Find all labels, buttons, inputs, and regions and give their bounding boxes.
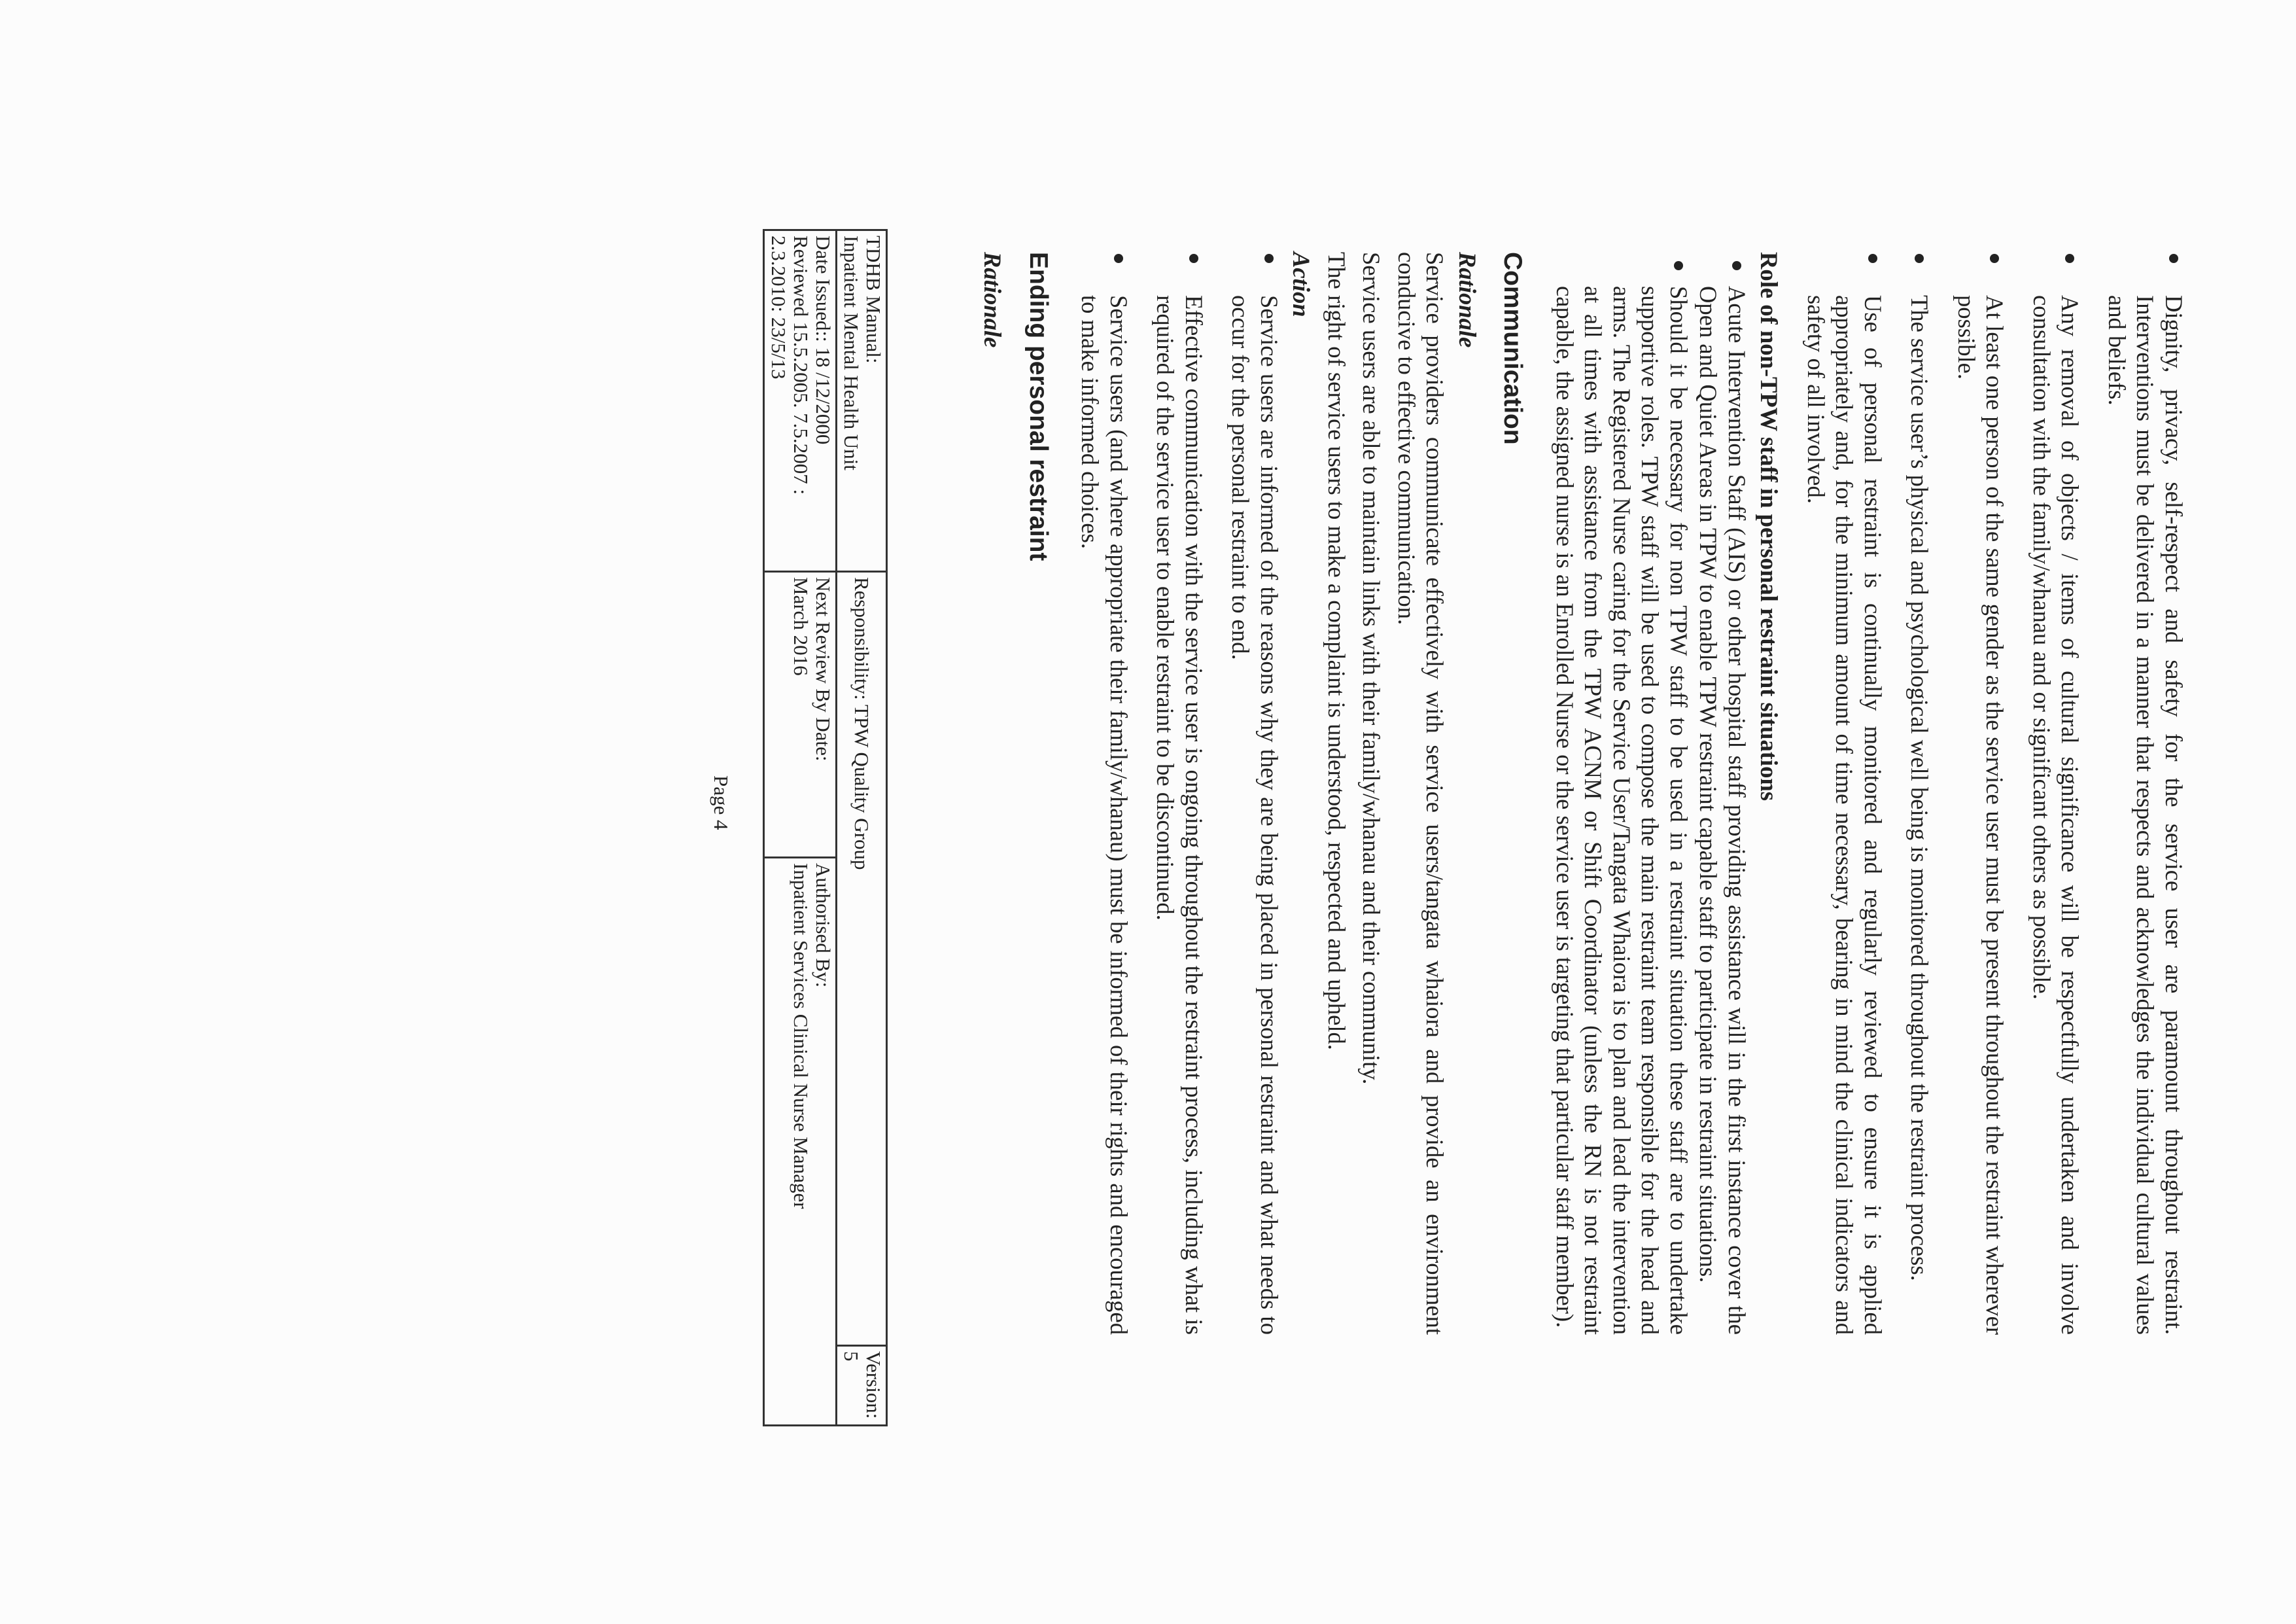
action-bullet-list — [1076, 252, 1283, 1335]
footer-next-review-cell — [764, 572, 837, 858]
footer-reviewed-2: 2.3.2010: 23/5/13 — [767, 236, 790, 380]
footer-reviewed-1: Reviewed 15.5.2005. 7.5.2007 : — [790, 236, 812, 495]
role-section-heading: Role of non-TPW staff in personal restraint situations — [1756, 252, 1783, 801]
list-item: Any removal of objects / items of cultural significance will be respectfully undertaken and involve consultation with the family/whanau and or significant others as possible. — [2028, 252, 2085, 1335]
footer-manual-label: TDHB Manual: — [862, 236, 885, 364]
list-item: Effective communication with the service user is ongoing throughout the restraint process, including what is required of the service user to enable restraint to be discontinued. — [1151, 252, 1208, 1335]
footer-responsibility-cell — [837, 572, 887, 1346]
list-item: Service users are informed of the reasons why they are being placed in personal restraint and what needs to occur for the personal restraint to end. — [1226, 252, 1283, 1335]
list-item: At least one person of the same gender as the service user must be present throughout the restraint wherever possible. — [1953, 252, 2009, 1335]
list-item: Acute Intervention Staff (AIS) or other hospital staff providing assistance will in the first instance cover the Open and Quiet Areas in TPW to enable TPW restraint capable staff to participate in restraint situations. — [1694, 252, 1751, 1335]
page-number: Page 4 — [710, 775, 733, 830]
footer-authorised-cell — [764, 858, 837, 1426]
list-item: Service users (and where appropriate their family/whanau) must be informed of their rights and encouraged to make informed choices. — [1076, 252, 1133, 1335]
rationale-paragraph: The right of service users to make a complaint is understood, respected and upheld. — [1323, 252, 1350, 1050]
document-footer-table — [763, 229, 888, 1426]
rationale-paragraph: Service providers communicate effectively with service users/tangata whaiora and provide an environment conducive to effective communication. — [1393, 252, 1449, 1335]
footer-next-review-value: March 2016 — [790, 577, 812, 676]
role-section-list — [1551, 252, 1752, 1335]
footer-version-label: Version: — [862, 1351, 885, 1419]
list-item: Use of personal restraint is continually monitored and regularly reviewed to ensure it is applied appropriately and, for the minimum amount of time necessary, bearing in mind the clinical indicators and safety of all involved. — [1802, 252, 1888, 1335]
footer-version-value: 5 — [840, 1351, 863, 1362]
list-item: The service user’s physical and psychological well being is monitored throughout the restraint process. — [1905, 252, 1934, 1335]
document-body — [975, 252, 2188, 1335]
top-bullet-list — [1802, 252, 2189, 1335]
footer-manual-value: Inpatient Mental Health Unit — [840, 236, 863, 470]
footer-next-review-label: Next Review By Date: — [812, 577, 835, 762]
list-item: Should it be necessary for non TPW staff to be used in a restraint situation these staff are to undertake supportive roles. TPW staff will be used to compose the main restraint team responsible for the head and arms. The Registered Nurse caring for the Service User/Tangata Whaiora is to plan and lead the intervention at all times with assistance from the TPW ACNM or Shift Coordinator (unless the RN is not restraint capable, the assigned nurse is an Enrolled Nurse or the service user is targeting that particular staff member). — [1551, 252, 1694, 1335]
footer-authorised-label: Authorised By: — [812, 863, 835, 988]
list-item: Dignity, privacy, self-respect and safety for the service user are paramount throughout restraint. Interventions must be delivered in a manner that respects and acknowledges the individual cultural values and beliefs. — [2103, 252, 2189, 1335]
communication-action-label: Action — [1288, 252, 1315, 317]
footer-dates-cell — [764, 230, 837, 572]
footer-manual-cell — [837, 230, 887, 572]
ending-rationale-label: Rationale — [979, 252, 1007, 348]
footer-authorised-value: Inpatient Services Clinical Nurse Manager — [790, 863, 812, 1209]
footer-responsibility: Responsibility: TPW Quality Group — [850, 577, 873, 870]
footer-date-issued: Date Issued:: 18 /12/2000 — [812, 236, 835, 445]
ending-heading: Ending personal restraint — [1024, 252, 1052, 561]
rationale-paragraph: Service users are able to maintain links with their family/whanau and their community. — [1358, 252, 1385, 1085]
communication-rationale-label: Rationale — [1454, 252, 1481, 348]
footer-version-cell — [837, 1346, 887, 1426]
communication-heading: Communication — [1499, 252, 1527, 445]
